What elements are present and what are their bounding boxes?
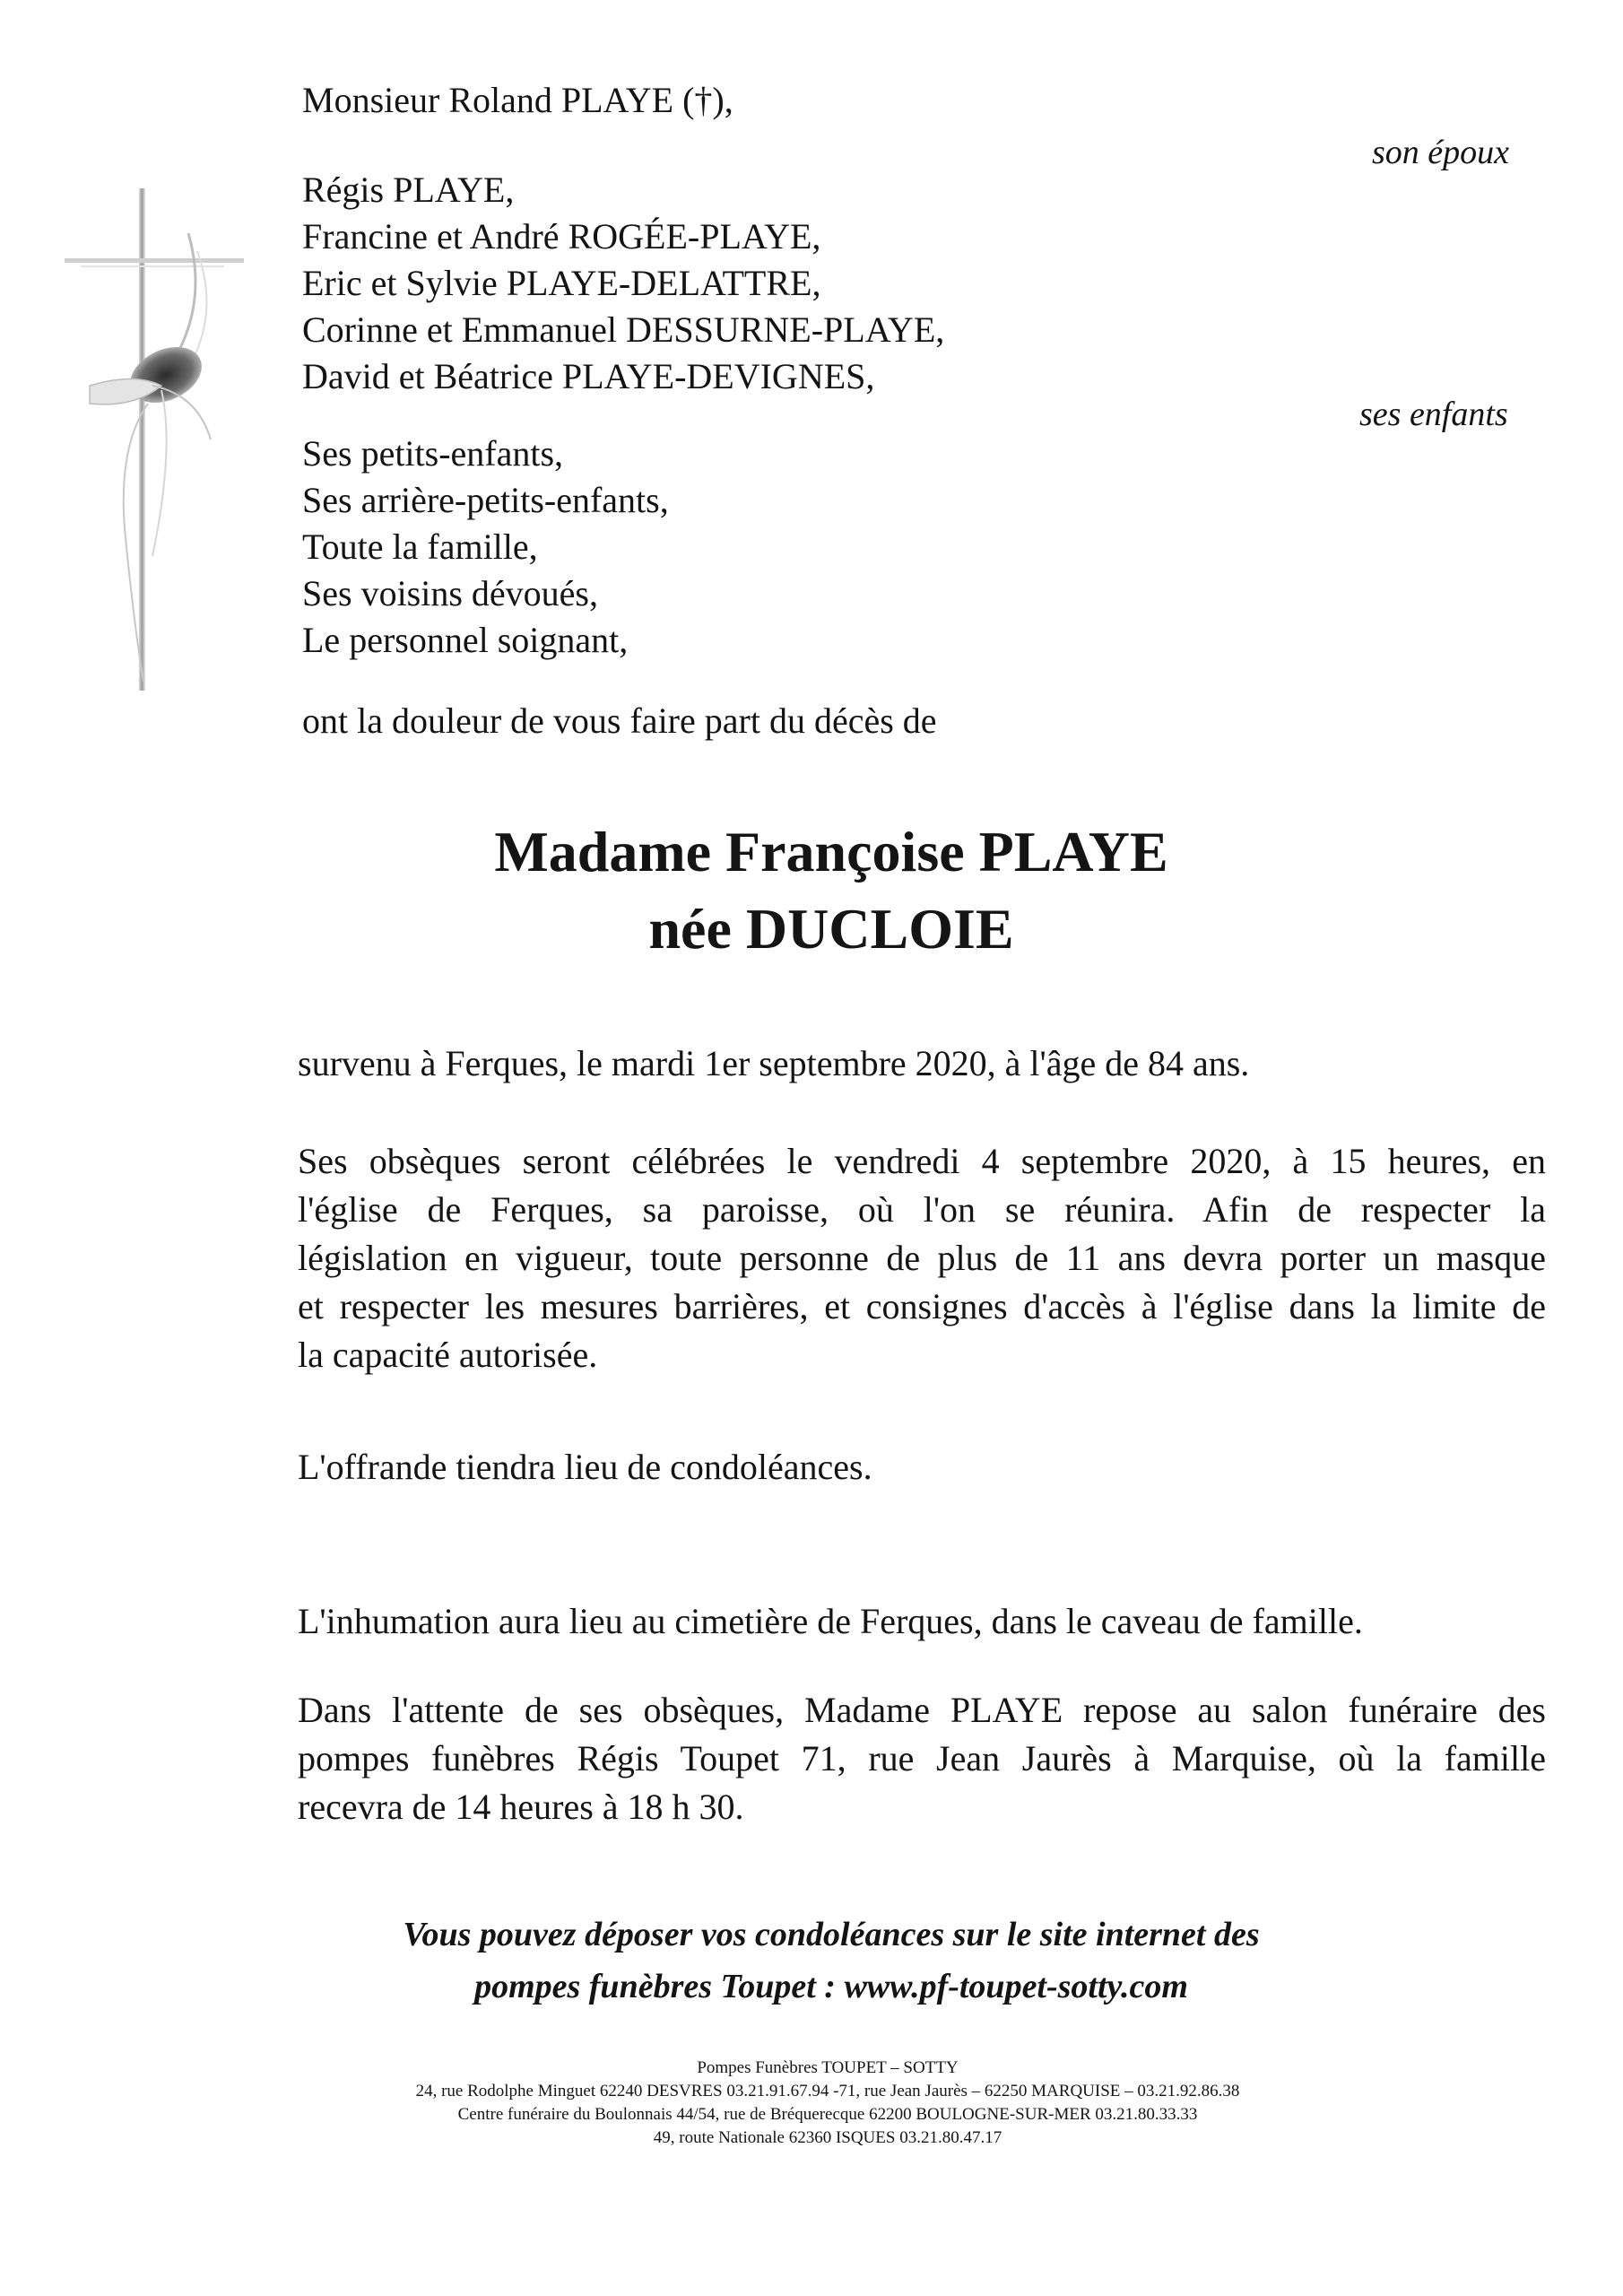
paragraph-line: la capacité autorisée. [298,1335,598,1375]
cross-lily-icon [54,179,260,718]
child-line: Eric et Sylvie PLAYE-DELATTRE, [302,263,821,303]
paragraph-line: législation en vigueur, toute personne de plus de 11 ans devra porter un masque [298,1238,1546,1278]
death-notice-line: survenu à Ferques, le mardi 1er septembre 2020, à l'âge de 84 ans. [298,1043,1250,1083]
offering-line: L'offrande tiendra lieu de condoléances. [298,1447,872,1487]
paragraph-line: et respecter les mesures barrières, et consignes d'accès à l'église dans la limite de [298,1286,1546,1326]
intro-line: ont la douleur de vous faire part du décès de [302,700,937,741]
website-line: Vous pouvez déposer vos condoléances sur le site internet des [403,1916,1260,1953]
footer-address-line: Centre funéraire du Boulonnais 44/54, rue de Bréquerecque 62200 BOULOGNE-SUR-MER 03.21.80.33.33 [457,2105,1198,2124]
children-role: ses enfants [1359,396,1508,433]
deceased-name: Madame Françoise PLAYE [494,820,1168,883]
child-line: Régis PLAYE, [302,170,515,210]
spouse-role: son époux [1372,134,1510,171]
funeral-paragraph [298,1137,1546,1379]
burial-line: L'inhumation aura lieu au cimetière de Ferques, dans le caveau de famille. [298,1601,1363,1641]
website-line: pompes funèbres Toupet : www.pf-toupet-sotty.com [474,1968,1188,2005]
child-line: Francine et André ROGÉE-PLAYE, [302,216,821,257]
deceased-maiden-name: née DUCLOIE [648,897,1014,961]
rest-paragraph [298,1686,1546,1831]
paragraph-line: Dans l'attente de ses obsèques, Madame PLAYE repose au salon funéraire des [298,1690,1546,1730]
footer-address-line: 49, route Nationale 62360 ISQUES 03.21.80.47.17 [653,2128,1002,2147]
child-line: David et Béatrice PLAYE-DEVIGNES, [302,356,875,396]
footer-company: Pompes Funèbres TOUPET – SOTTY [697,2058,959,2077]
paragraph-line: Ses obsèques seront célébrées le vendredi 4 septembre 2020, à 15 heures, en [298,1141,1546,1181]
spouse-line: Monsieur Roland PLAYE (†), [302,80,733,120]
footer-address-line: 24, rue Rodolphe Minguet 62240 DESVRES 03.21.91.67.94 -71, rue Jean Jaurès – 62250 MARQUISE – 03.21.92.86.38 [415,2082,1240,2100]
relative-line: Toute la famille, [302,526,538,567]
relative-line: Ses petits-enfants, [302,433,564,474]
paragraph-line: recevra de 14 heures à 18 h 30. [298,1787,744,1827]
relative-line: Ses arrière-petits-enfants, [302,480,669,520]
relative-line: Ses voisins dévoués, [302,573,598,613]
child-line: Corinne et Emmanuel DESSURNE-PLAYE, [302,309,945,350]
paragraph-line: l'église de Ferques, sa paroisse, où l'on se réunira. Afin de respecter la [298,1189,1546,1230]
paragraph-line: pompes funèbres Régis Toupet 71, rue Jean Jaurès à Marquise, où la famille [298,1738,1546,1779]
relative-line: Le personnel soignant, [302,620,629,660]
